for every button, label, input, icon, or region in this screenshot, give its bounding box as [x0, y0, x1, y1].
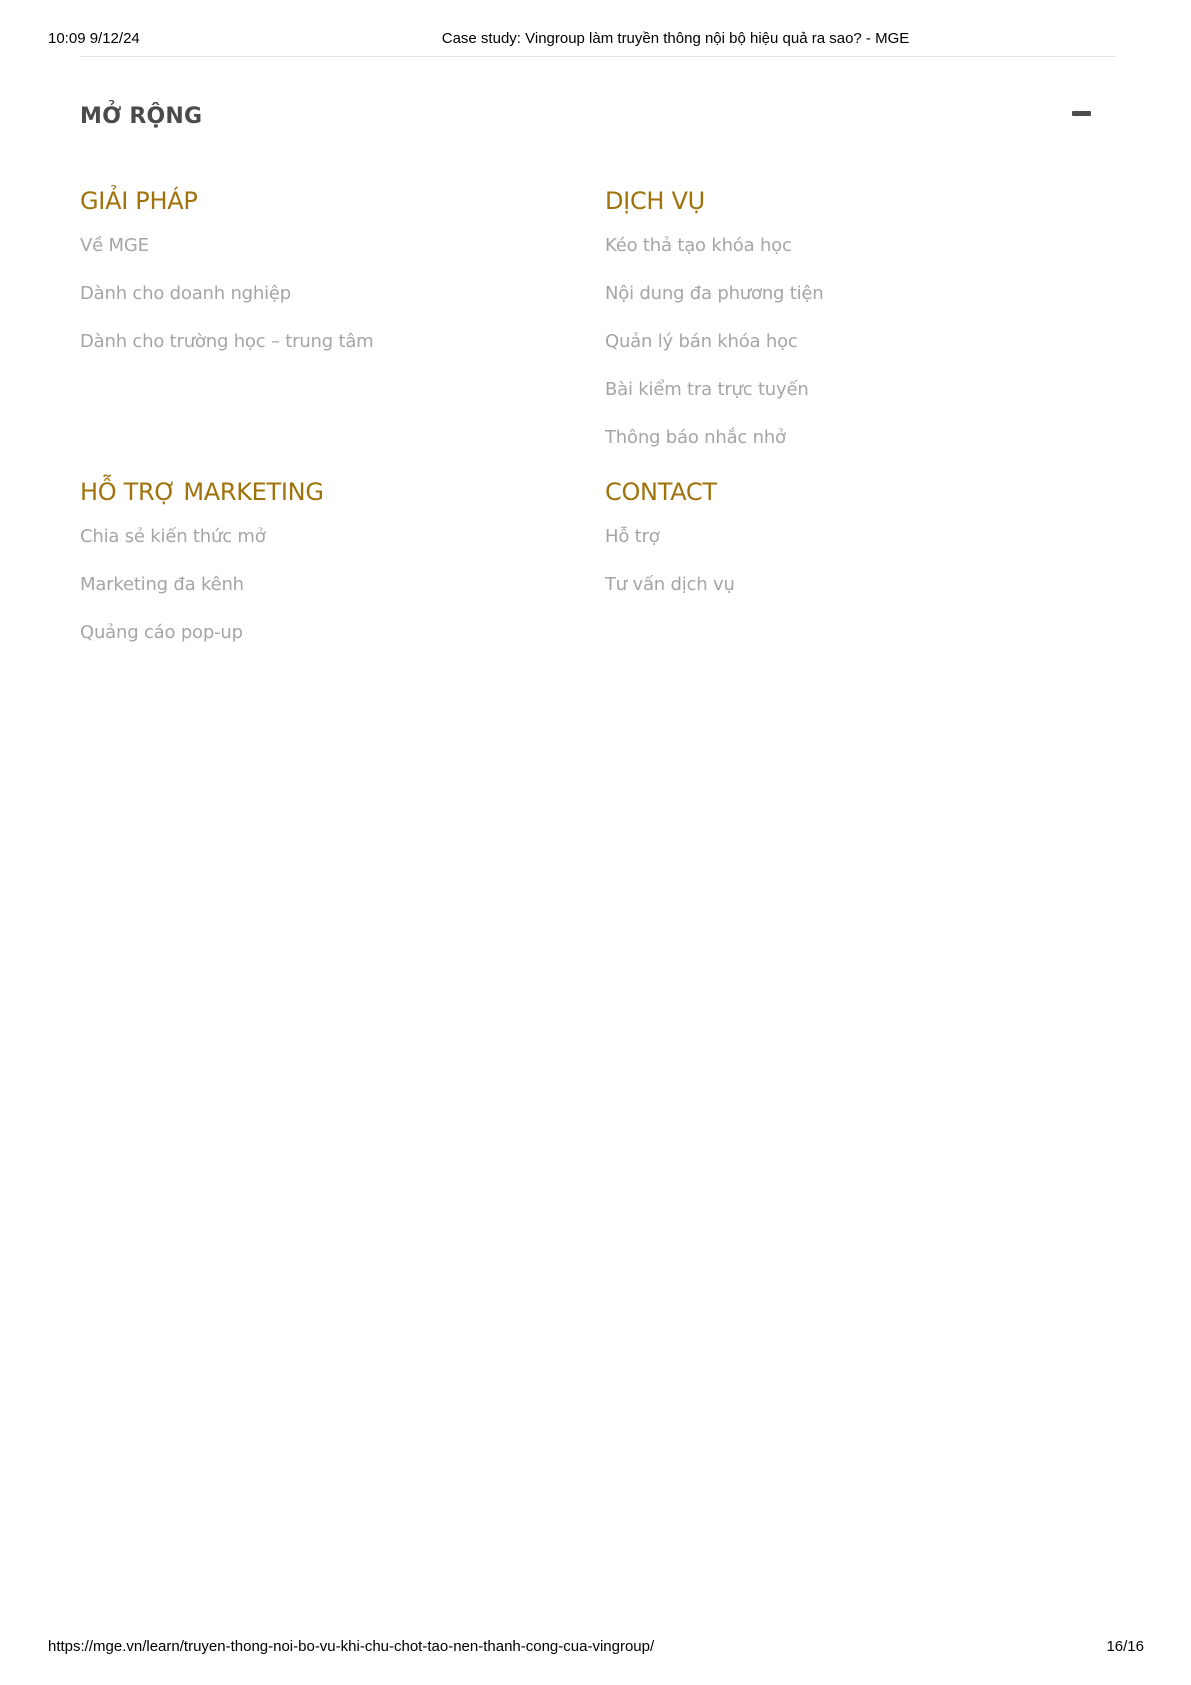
link-text[interactable]: Nội dung đa phương tiện [605, 283, 824, 304]
divider [80, 56, 1115, 57]
link-text[interactable]: Marketing đa kênh [80, 574, 244, 595]
link-text[interactable]: Bài kiểm tra trực tuyến [605, 379, 809, 400]
column-heading: HỖ TRỢ MARKETING [80, 478, 324, 506]
footer-link-doanh-nghiep[interactable] [80, 284, 560, 332]
footer-column-contact [605, 477, 1085, 623]
footer-link-da-phuong-tien[interactable] [605, 284, 1085, 332]
footer-link-kiem-tra[interactable] [605, 380, 1085, 428]
footer-link-da-kenh[interactable] [80, 575, 560, 623]
minus-icon [1072, 111, 1091, 116]
section-title: MỞ RỘNG [80, 104, 203, 129]
print-page-number: 16/16 [1106, 1638, 1144, 1655]
footer-link-thong-bao[interactable] [605, 428, 1085, 476]
footer-link-truong-hoc[interactable] [80, 332, 560, 380]
link-list [605, 236, 1085, 476]
link-text[interactable]: Chia sẻ kiến thức mở [80, 526, 266, 547]
footer-link-ve-mge[interactable] [80, 236, 560, 284]
footer-link-tu-van[interactable] [605, 575, 1085, 623]
link-text[interactable]: Dành cho doanh nghiệp [80, 283, 292, 304]
print-page-title: Case study: Vingroup làm truyền thông nội bộ hiệu quả ra sao? - MGE [441, 30, 910, 47]
link-text[interactable]: Quảng cáo pop-up [80, 622, 243, 643]
link-list [605, 527, 1085, 623]
link-text[interactable]: Quản lý bán khóa học [605, 331, 798, 352]
footer-link-ban-khoa-hoc[interactable] [605, 332, 1085, 380]
column-heading: DỊCH VỤ [605, 187, 705, 215]
link-text[interactable]: Tư vấn dịch vụ [605, 574, 735, 595]
link-list [80, 527, 560, 671]
link-text[interactable]: Hỗ trợ [605, 526, 660, 547]
link-text[interactable]: Kéo thả tạo khóa học [605, 235, 792, 256]
print-footer-url: https://mge.vn/learn/truyen-thong-noi-bo-vu-khi-chu-chot-tao-nen-thanh-cong-cua-vingroup/ [48, 1638, 655, 1655]
collapse-button[interactable] [1068, 102, 1094, 126]
footer-column-giai-phap [80, 186, 560, 380]
footer-link-keo-tha[interactable] [605, 236, 1085, 284]
link-text[interactable]: Dành cho trường học – trung tâm [80, 331, 374, 352]
print-header [0, 0, 1191, 80]
link-list [80, 236, 560, 380]
footer-link-pop-up[interactable] [80, 623, 560, 671]
link-text[interactable]: Về MGE [80, 235, 149, 256]
column-heading: GIẢI PHÁP [80, 187, 198, 215]
footer-column-marketing [80, 477, 560, 671]
footer-column-dich-vu [605, 186, 1085, 476]
print-datetime: 10:09 9/12/24 [48, 30, 140, 47]
link-text[interactable]: Thông báo nhắc nhở [605, 427, 786, 448]
column-heading: CONTACT [605, 478, 717, 506]
footer-link-kien-thuc-mo[interactable] [80, 527, 560, 575]
footer-link-ho-tro[interactable] [605, 527, 1085, 575]
